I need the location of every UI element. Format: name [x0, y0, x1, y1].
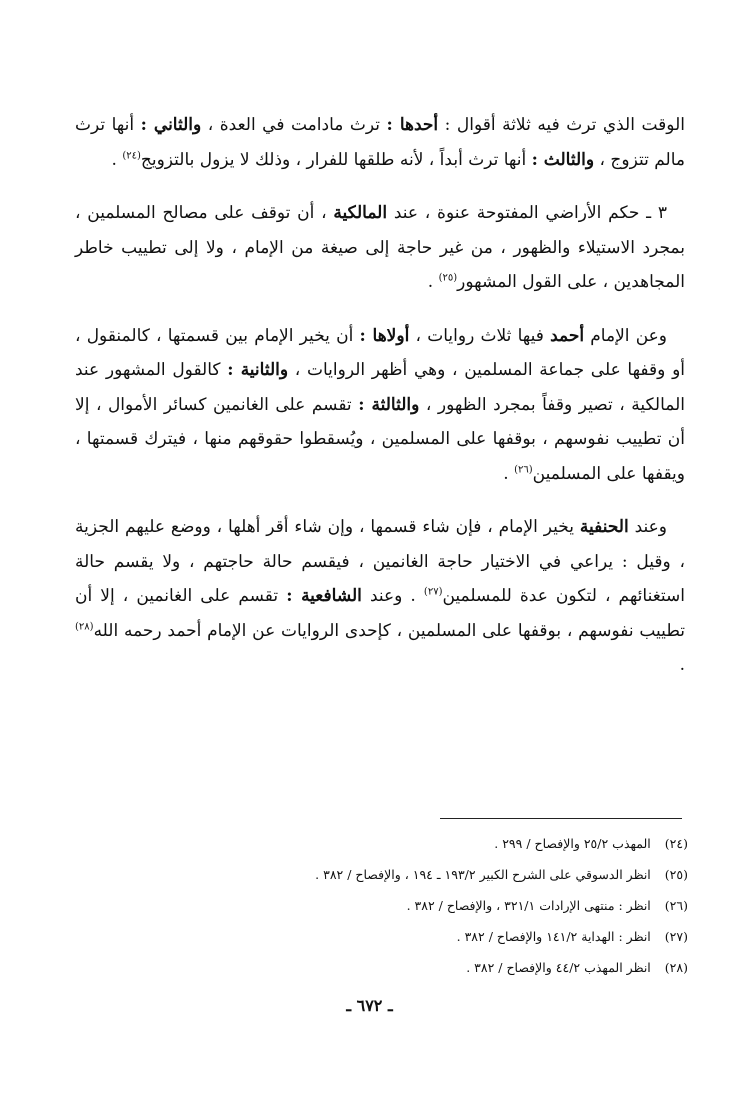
footnote-number: (٢٨) — [664, 960, 688, 975]
main-text — [75, 108, 685, 702]
bold-term: والثانية : — [227, 360, 289, 380]
footnote-item — [160, 859, 688, 890]
footnote-item — [160, 890, 688, 921]
footnote-ref: (٢٨) — [75, 620, 94, 632]
bold-term: أحمد — [550, 325, 585, 346]
bold-term: والثالث : — [531, 149, 595, 170]
footnote-number: (٢٥) — [664, 867, 688, 882]
text-run: . — [111, 149, 123, 170]
text-run: كالقول المشهور عند المالكية ، تصير وقفاً بمجرد الظهور ، — [75, 360, 685, 415]
bold-term: المالكية — [333, 203, 388, 223]
footnote-text: انظر : الهداية ١٤١/٢ والإفصاح / ٣٨٢ . — [456, 929, 651, 944]
text-run: أنها ترث أبداً ، لأنه طلقها للفرار ، وذلك لا يزول بالتزويج — [140, 149, 532, 170]
footnote-number: (٢٤) — [664, 836, 688, 851]
paragraph — [75, 510, 685, 683]
footnote-item — [160, 921, 688, 952]
footnote-ref: (٢٥) — [438, 272, 458, 284]
footnote-text: انظر : منتهى الإرادات ٣٢١/١ ، والإفصاح / ٣٨٢ . — [406, 898, 651, 913]
text-run: أنها ترث مالم تتزوج ، — [75, 115, 685, 170]
text-run: . وعند — [361, 586, 424, 606]
page-number: ـ ٦٧٢ ـ — [346, 996, 393, 1015]
footnote-separator — [440, 818, 682, 819]
text-run: تقسم على الغانمين كسائر الأموال ، إلا أن تطييب نفوسهم ، بوقفها على المسلمين ، ويُسقطوا حقوقهم منها ، فيترك قسمتها ، ويقفها على المسلمين — [75, 394, 685, 484]
text-run: ٣ ـ حكم الأراضي المفتوحة عنوة ، عند — [387, 203, 668, 223]
paragraph — [75, 319, 685, 492]
text-run: . — [427, 272, 439, 292]
footnote-text: انظر المهذب ٤٤/٢ والإفصاح / ٣٨٢ . — [466, 960, 651, 975]
footnote-number: (٢٦) — [664, 898, 688, 913]
footnote-ref: (٢٤) — [122, 149, 141, 161]
footnote-text: المهذب ٢٥/٢ والإفصاح / ٢٩٩ . — [494, 836, 651, 851]
footnote-item — [160, 828, 688, 859]
text-run: وعن الإمام — [584, 325, 667, 346]
footnote-number: (٢٧) — [664, 929, 688, 944]
footnotes — [160, 828, 688, 983]
text-run: ترث مادامت في العدة ، — [201, 115, 387, 135]
bold-term: أحدها : — [386, 115, 439, 135]
paragraph — [75, 196, 685, 300]
footnote-ref: (٢٦) — [514, 463, 533, 475]
bold-term: والثالثة : — [358, 394, 420, 415]
text-run: أن يخير الإمام بين قسمتها ، كالمنقول ، أو وقفها على جماعة المسلمين ، وهي أظهر الروايات ، — [75, 325, 685, 380]
text-run: فيها ثلاث روايات ، — [409, 325, 551, 346]
bold-term: الشافعية : — [286, 586, 362, 606]
footnote-ref: (٢٧) — [423, 586, 443, 598]
paragraph — [75, 108, 685, 177]
bold-term: الحنفية — [579, 517, 629, 537]
footnote-item — [160, 952, 688, 983]
footnote-text: انظر الدسوقي على الشرح الكبير ١٩٣/٢ ـ ١٩٤ ، والإفصاح / ٣٨٢ . — [315, 867, 651, 882]
text-run: وعند — [628, 517, 668, 537]
text-run: الوقت الذي ترث فيه ثلاثة أقوال : — [438, 115, 685, 135]
text-run: . — [503, 463, 515, 484]
text-run: ، أن توقف على مصالح المسلمين ، بمجرد الاستيلاء والظهور ، من غير حاجة إلى صيغة من الإمام ، ولا إلى تطييب خاطر المجاهدين ، على القول المشهور — [75, 203, 685, 292]
text-run: . — [679, 655, 685, 675]
text-run: تقسم على الغانمين ، إلا أن تطييب نفوسهم ، بوقفها على المسلمين ، كإحدى الروايات عن الإمام أحمد رحمه الله — [75, 586, 685, 641]
text-run: يخير الإمام ، فإن شاء قسمها ، وإن شاء أقر أهلها ، ووضع عليهم الجزية ، وقيل : يراعي في الاختيار حاجة الغانمين ، فيقسم حالة حاجتهم ، ولا يقسم حالة استغنائهم ، لتكون عدة للمسلمين — [75, 517, 686, 606]
bold-term: والثاني : — [140, 115, 202, 135]
bold-term: أولاها : — [359, 325, 410, 346]
